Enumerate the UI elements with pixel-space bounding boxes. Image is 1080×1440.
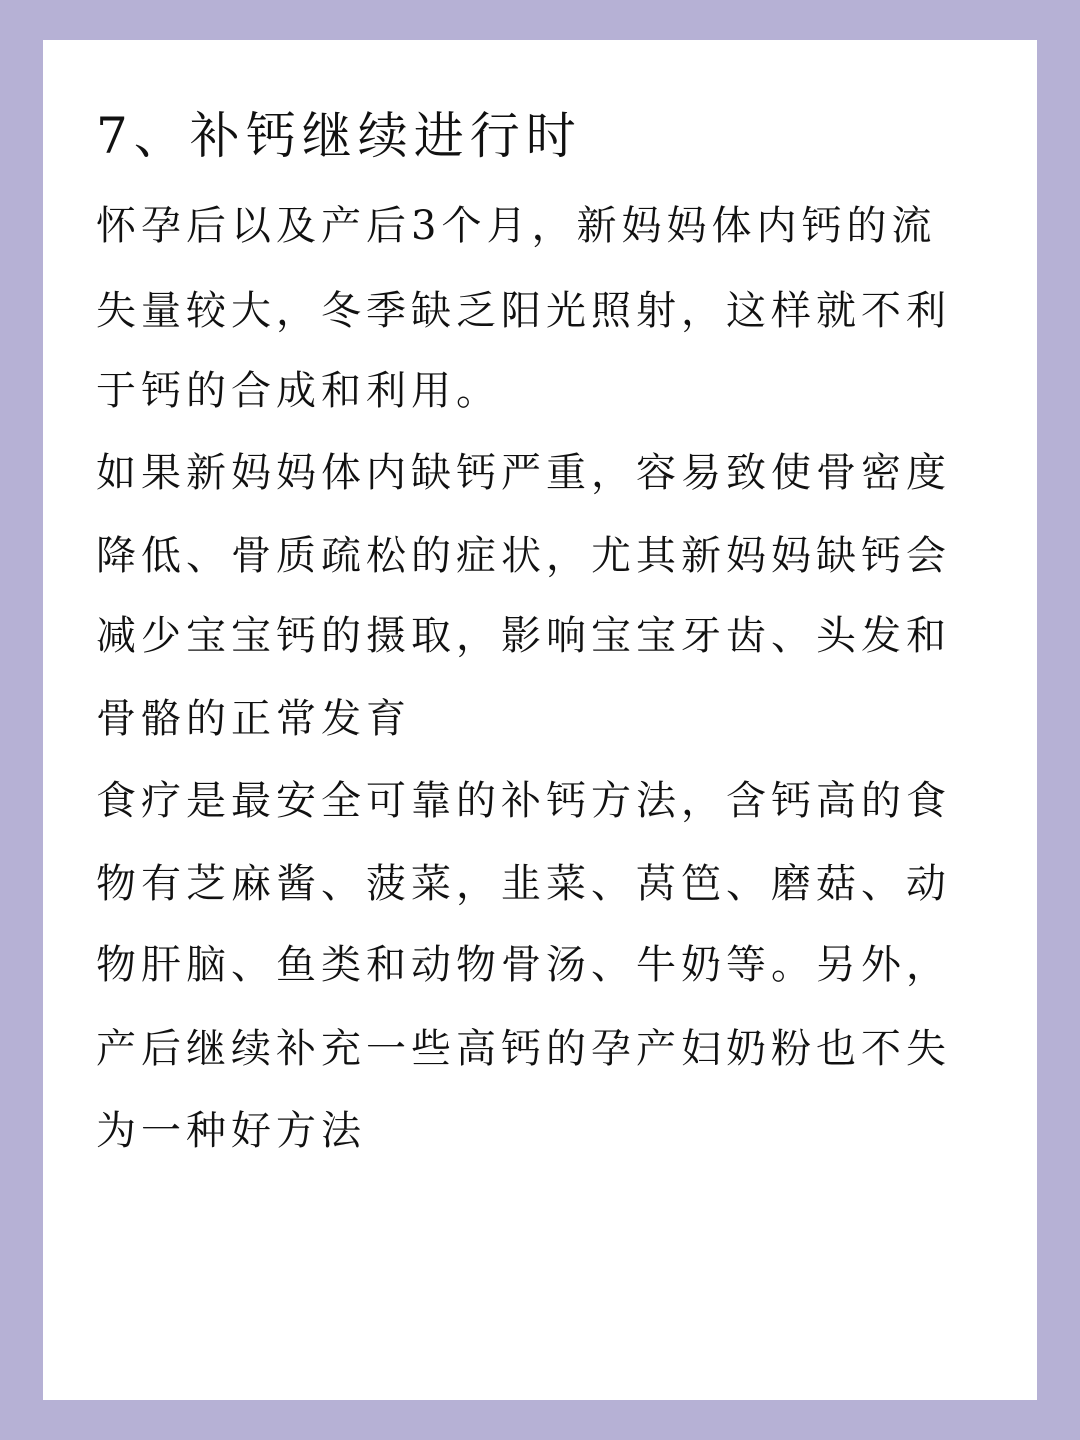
text-line: 降低、骨质疏松的症状，尤其新妈妈缺钙会 <box>96 533 951 579</box>
text-line: 如果新妈妈体内缺钙严重，容易致使骨密度 <box>96 450 951 496</box>
text-line: 怀孕后以及产后3个月，新妈妈体内钙的流 <box>96 203 937 249</box>
text-line: 物有芝麻酱、菠菜，韭菜、莴笆、磨菇、动 <box>96 861 951 907</box>
text-line: 于钙的合成和利用。 <box>96 368 501 414</box>
text-line: 骨骼的正常发育 <box>96 696 411 742</box>
text-line: 减少宝宝钙的摄取，影响宝宝牙齿、头发和 <box>96 613 951 659</box>
text-line: 物肝脑、鱼类和动物骨汤、牛奶等。另外， <box>96 942 951 988</box>
text-line: 食疗是最安全可靠的补钙方法，含钙高的食 <box>96 778 951 824</box>
text-line: 失量较大，冬季缺乏阳光照射，这样就不利 <box>96 288 951 334</box>
text-line: 为一种好方法 <box>96 1108 366 1154</box>
text-line: 产后继续补充一些高钙的孕产妇奶粉也不失 <box>96 1026 951 1072</box>
section-title: 7、补钙继续进行时 <box>96 107 582 165</box>
